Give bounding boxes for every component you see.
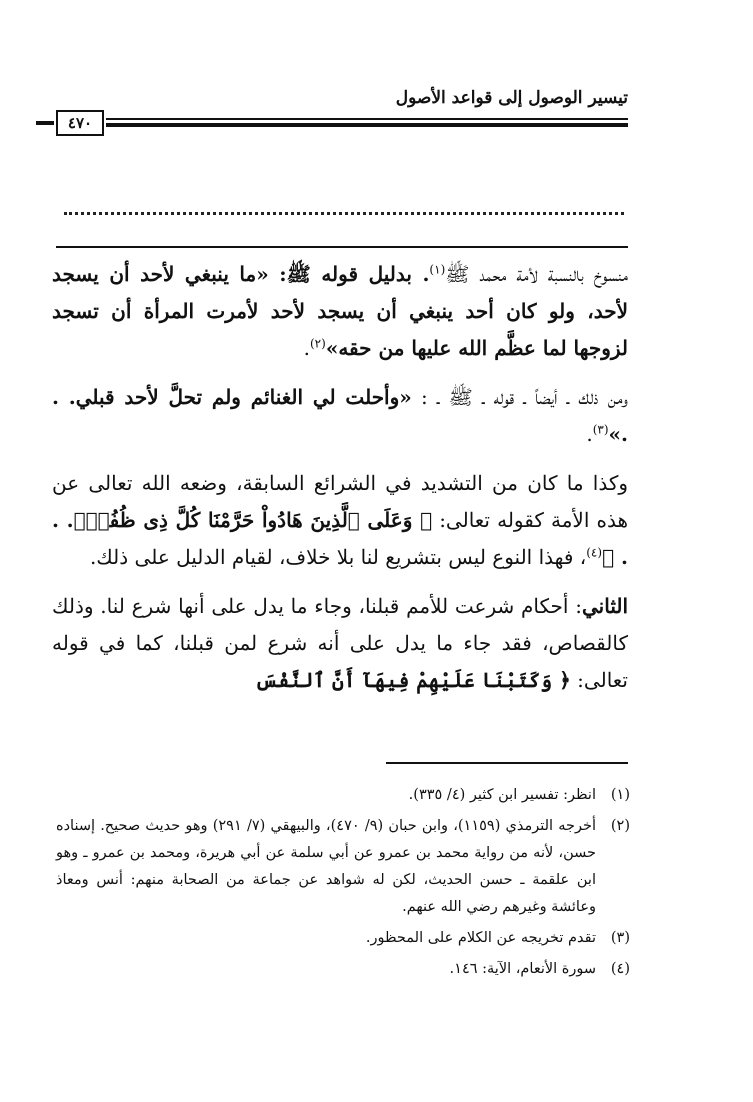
paragraph-4-text-b: : أحكام شرعت للأمم قبلنا، وجاء ما يدل على أنها شرع لنا. وذلك كالقصاص، فقد جاء ما يدل على أنه شرع لمن قبلنا، كما في قوله تعالى: [52, 594, 628, 692]
dotted-separator [64, 212, 624, 217]
footnote-text: انظر: تفسير ابن كثير (٤/ ٣٣٥). [408, 787, 596, 803]
footnote-number: (٤) [610, 961, 630, 977]
footnotes [56, 782, 630, 987]
paragraph-3-text-a: وكذا ما كان من التشديد في الشرائع السابقة، وضعه الله تعالى عن هذه الأمة كقوله تعالى: [52, 471, 629, 532]
footnote-number: (٣) [610, 930, 630, 946]
book-title: تيسير الوصول إلى قواعد الأصول [395, 88, 628, 108]
header-rule-thick [106, 123, 628, 127]
footnote-number: (١) [610, 787, 630, 803]
paragraph-3-verse: ﴿ وَعَلَى ٱلَّذِينَ هَادُواْ حَرَّمْنَا كُلَّ ذِى ظُفُرٍۢ. . . ﴾ [52, 508, 628, 569]
footnote-3 [56, 925, 630, 952]
footnote-ref-2: (٢) [309, 336, 326, 351]
paragraph-1 [52, 256, 628, 367]
header-rule [106, 118, 628, 120]
footnote-ref-1: (١) [429, 262, 446, 277]
main-text [52, 256, 628, 711]
footnote-ref-4: (٤) [586, 545, 603, 560]
paragraph-2-text-a: ومن ذلك ـ أيضاً ـ قوله ـ ﷺ ـ : [411, 385, 628, 409]
paragraph-3 [52, 465, 628, 576]
paragraph-1-end: . [303, 336, 310, 360]
footnote-ref-3: (٣) [592, 422, 609, 437]
footnote-4 [56, 956, 630, 983]
paragraph-2 [52, 379, 628, 453]
footnote-text: تقدم تخريجه عن الكلام على المحظور. [365, 930, 596, 946]
footnote-2 [56, 813, 630, 921]
paragraph-3-text-c: ، فهذا النوع ليس بتشريع لنا بلا خلاف، لقيام الدليل على ذلك. [89, 545, 587, 569]
footnote-rule [386, 762, 628, 764]
page-number: ٤٧٠ [56, 110, 104, 136]
footnote-number: (٢) [610, 818, 630, 834]
paragraph-1-text-a: منسوخ بالنسبة لأمة محمد ﷺ [445, 262, 628, 286]
running-header [56, 88, 628, 144]
footnote-1 [56, 782, 630, 809]
paragraph-4-heading: الثاني [581, 594, 628, 618]
paragraph-4-verse: ﴿ وَكَتَبْنَا عَلَيْهِمْ فِيهَآ أَنَّ ٱلنَّفْسَ [254, 668, 571, 692]
paragraph-2-hadith: «وأحلت لي الغنائم ولم تحلَّ لأحد قبلي. . .» [52, 385, 628, 446]
paragraph-4 [52, 588, 628, 699]
footnote-text: سورة الأنعام، الآية: ١٤٦. [449, 961, 596, 977]
section-rule [56, 246, 628, 248]
paragraph-1-hadith: . بدليل قوله ﷺ: «ما ينبغي لأحد أن يسجد لأحد، ولو كان أحد ينبغي أن يسجد لأحد لأمرت المرأة أن تسجد لزوجها لما عظَّم الله عليها من حقه» [52, 262, 628, 360]
footnote-text: أخرجه الترمذي (١١٥٩)، وابن حبان (٩/ ٤٧٠)، والبيهقي (٧/ ٢٩١) وهو حديث صحيح. إسناده حسن، لأنه من رواية محمد بن عمرو عن أبي سلمة عن أبي هريرة، ومحمد بن عمرو ـ وهو ابن علقمة ـ حسن الحديث، لكن له شواهد عن جماعة من الصحابة منهم: أنس ومعاذ وعائشة وغيرهم رضي الله عنهم. [56, 818, 596, 915]
paragraph-2-end: . [586, 422, 593, 446]
